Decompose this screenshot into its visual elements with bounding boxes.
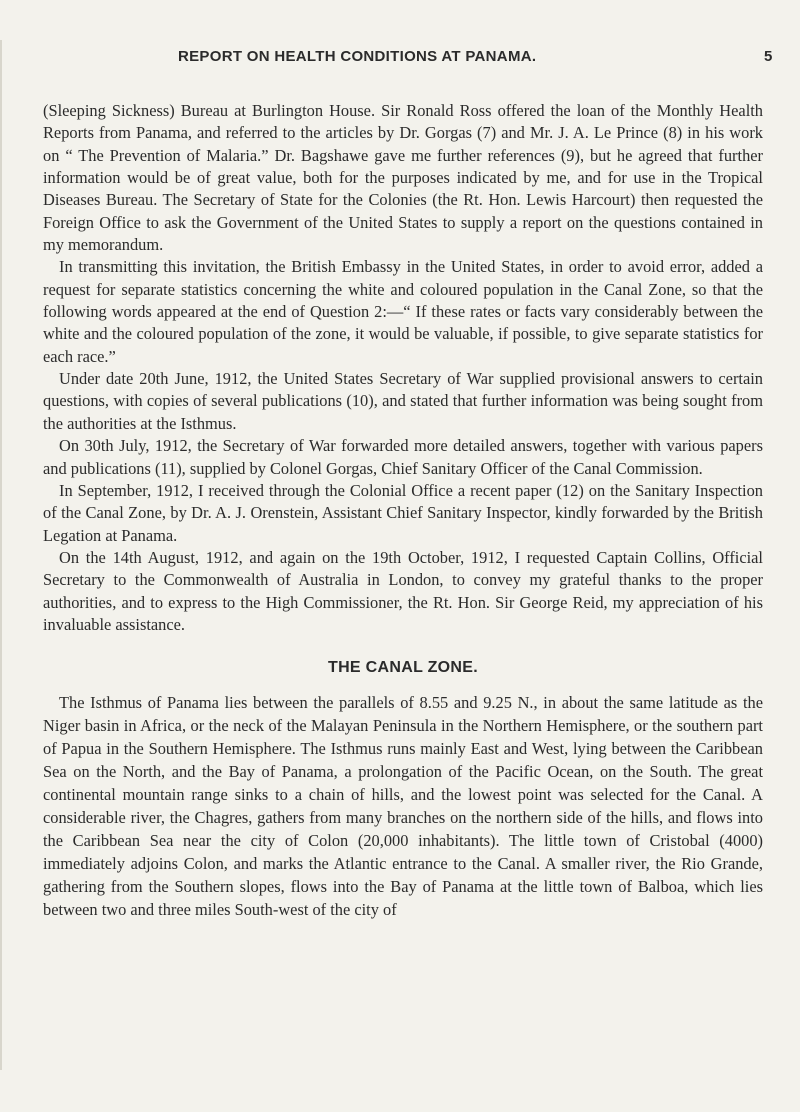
paragraph-provisional-answers: Under date 20th June, 1912, the United States Secretary of War supplied provisional answers to certain questions, with copies of several publications (10), and stated that further information was being sought from the authorities at the Isthmus. <box>43 369 763 433</box>
paragraph-bureau: (Sleeping Sickness) Bureau at Burlington House. Sir Ronald Ross offered the loan of the Monthly Health Reports from Panama, and referred to the articles by Dr. Gorgas (7) and Mr. J. A. Le Prince (8) in his work on “ The Prevention of Malaria.” Dr. Bagshawe gave me further references (9), but he agreed that further information would be of great value, both for the purposes indicated by me, and for use in the Tropical Diseases Bureau. The Secretary of State for the Colonies (the Rt. Hon. Lewis Harcourt) then requested the Foreign Office to ask the Government of the United States to supply a report on the questions contained in my memorandum. <box>43 101 763 255</box>
page-edge-shadow <box>0 40 2 1070</box>
section-heading: THE CANAL ZONE. <box>328 659 478 677</box>
paragraph-canal-zone: The Isthmus of Panama lies between the parallels of 8.55 and 9.25 N., in about the same latitude as the Niger basin in Africa, or the neck of the Malayan Peninsula in the Northern Hemisphere, or the southern part of Papua in the Southern Hemisphere. The Isthmus runs mainly East and West, lying between the Caribbean Sea on the North, and the Bay of Panama, a prolongation of the Pacific Ocean, on the South. The great continental mountain range sinks to a chain of hills, and the lowest point was selected for the Canal. A considerable river, the Chagres, gathers from many branches on the northern side of the hills, and flows into the Caribbean Sea near the city of Colon (20,000 inhabitants). The little town of Cristobal (4000) immediately adjoins Colon, and marks the Atlantic entrance to the Canal. A smaller river, the Rio Grande, gathering from the Southern slopes, flows into the Bay of Panama at the little town of Balboa, which lies between two and three miles South-west of the city of <box>43 692 763 920</box>
paragraph-embassy: In transmitting this invitation, the British Embassy in the United States, in order to avoid error, added a request for separate statistics concerning the white and coloured population in the Canal Zone, so that the following words appeared at the end of Question 2:—“ If these rates or facts vary considerably between the white and the coloured population of the zone, it would be valuable, if possible, to give separate statistics for each race.” <box>43 257 763 366</box>
running-head: REPORT ON HEALTH CONDITIONS AT PANAMA. <box>178 48 537 65</box>
page-number: 5 <box>764 48 773 65</box>
body-text <box>43 100 763 922</box>
paragraph-sanitary-inspection: In September, 1912, I received through the Colonial Office a recent paper (12) on the Sanitary Inspection of the Canal Zone, by Dr. A. J. Orenstein, Assistant Chief Sanitary Inspector, kindly forwarded by the British Legation at Panama. <box>43 480 763 545</box>
paragraph-detailed-answers: On 30th July, 1912, the Secretary of War forwarded more detailed answers, together with various papers and publications (11), supplied by Colonel Gorgas, Chief Sanitary Officer of the Canal Commission. <box>43 436 763 478</box>
paragraph-acknowledgement: On the 14th August, 1912, and again on the 19th October, 1912, I requested Captain Collins, Official Secretary to the Commonwealth of Australia in London, to convey my grateful thanks to the proper authorities, and to express to the High Commissioner, the Rt. Hon. Sir George Reid, my appreciation of his invaluable assistance. <box>43 547 763 634</box>
